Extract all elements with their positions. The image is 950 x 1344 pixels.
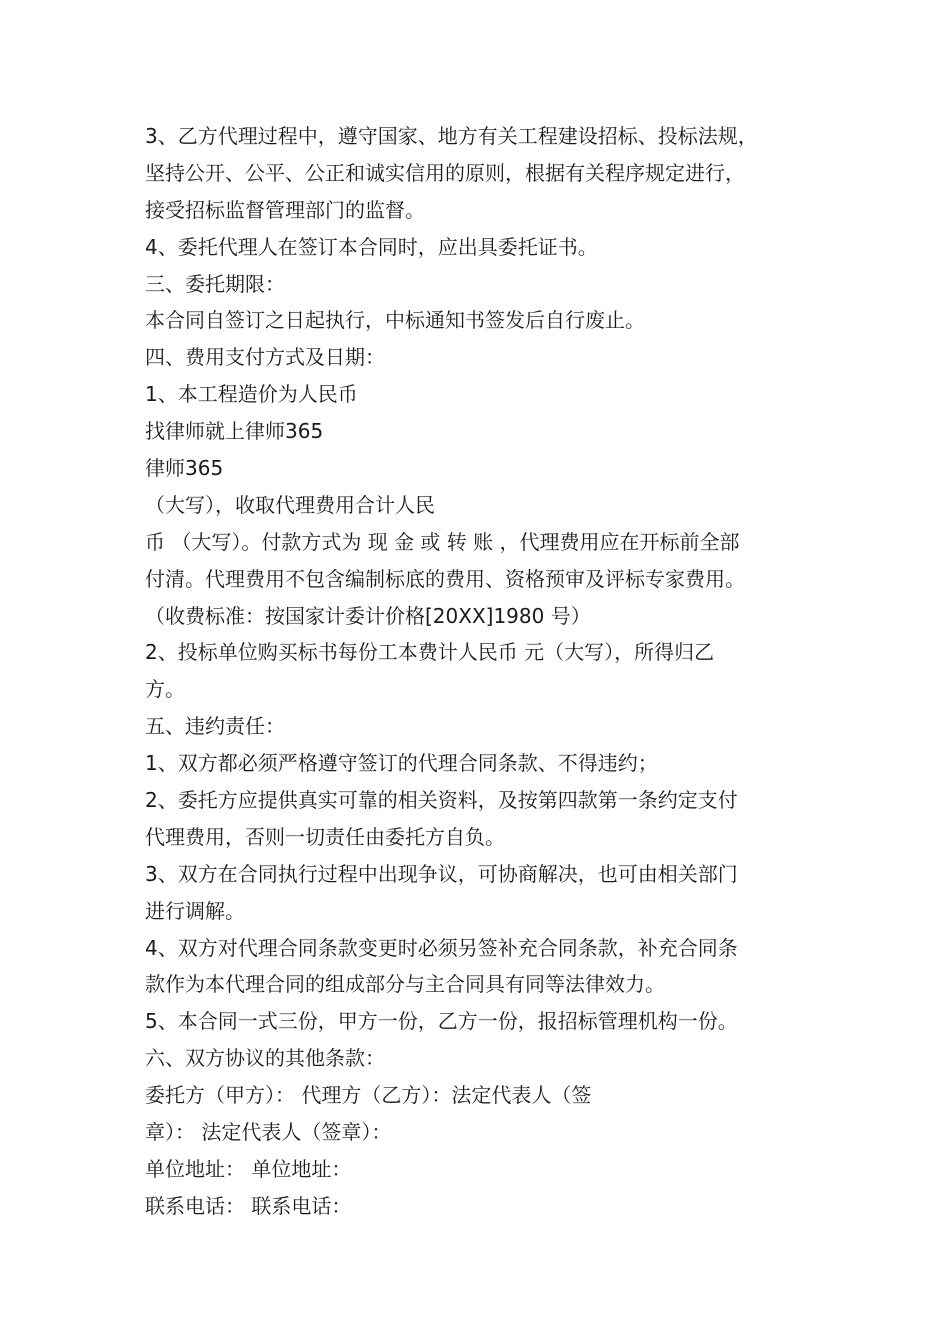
address-line: 单位地址： 单位地址： [145,1156,352,1181]
section-heading: 六、双方协议的其他条款： [145,1046,385,1071]
text-line: 4、双方对代理合同条款变更时必须另签补充合同条款，补充合同条 [145,935,738,960]
text-line: 5、本合同一式三份，甲方一份，乙方一份，报招标管理机构一份。 [145,1009,738,1034]
text-line: 4、委托代理人在签订本合同时，应出具委托证书。 [145,234,598,259]
text-line: 代理费用，否则一切责任由委托方自负。 [145,824,505,849]
section-heading: 五、违约责任： [145,714,285,739]
text-line: （大写），收取代理费用合计人民 [145,492,435,517]
text-line: 币 （大写）。付款方式为 现 金 或 转 账 ，代理费用应在开标前全部 [145,529,740,554]
signature-line: 章）： 法定代表人（签章）： [145,1120,392,1145]
text-line: 款作为本代理合同的组成部分与主合同具有同等法律效力。 [145,972,665,997]
text-line: 付清。代理费用不包含编制标底的费用、资格预审及评标专家费用。 [145,566,745,591]
text-line: 本合同自签订之日起执行，中标通知书签发后自行废止。 [145,308,645,333]
text-line: 2、投标单位购买标书每份工本费计人民币 元（大写），所得归乙 [145,640,715,665]
text-line: 2、委托方应提供真实可靠的相关资料，及按第四款第一条约定支付 [145,788,738,813]
text-line: 3、双方在合同执行过程中出现争议，可协商解决，也可由相关部门 [145,861,738,886]
text-line: 方。 [145,677,185,702]
text-line: 进行调解。 [145,898,245,923]
text-line: 3、乙方代理过程中，遵守国家、地方有关工程建设招标、投标法规， [145,124,758,148]
text-line: 律师365 [145,456,224,481]
text-line: （收费标准：按国家计委计价格[20XX]1980 号） [145,603,591,628]
signature-line: 委托方（甲方）： 代理方（乙方）：法定代表人（签 [145,1083,592,1108]
text-line: 坚持公开、公平、公正和诚实信用的原则，根据有关程序规定进行， [145,160,745,185]
text-line: 1、本工程造价为人民币 [145,382,358,407]
section-heading: 三、委托期限： [145,271,285,296]
text-line: 找律师就上律师365 [145,419,324,444]
section-heading: 四、费用支付方式及日期： [145,345,385,370]
text-line: 1、双方都必须严格遵守签订的代理合同条款、不得违约； [145,751,658,776]
text-line: 接受招标监督管理部门的监督。 [145,197,425,222]
phone-line: 联系电话： 联系电话： [145,1193,352,1218]
document-body [145,118,845,1225]
